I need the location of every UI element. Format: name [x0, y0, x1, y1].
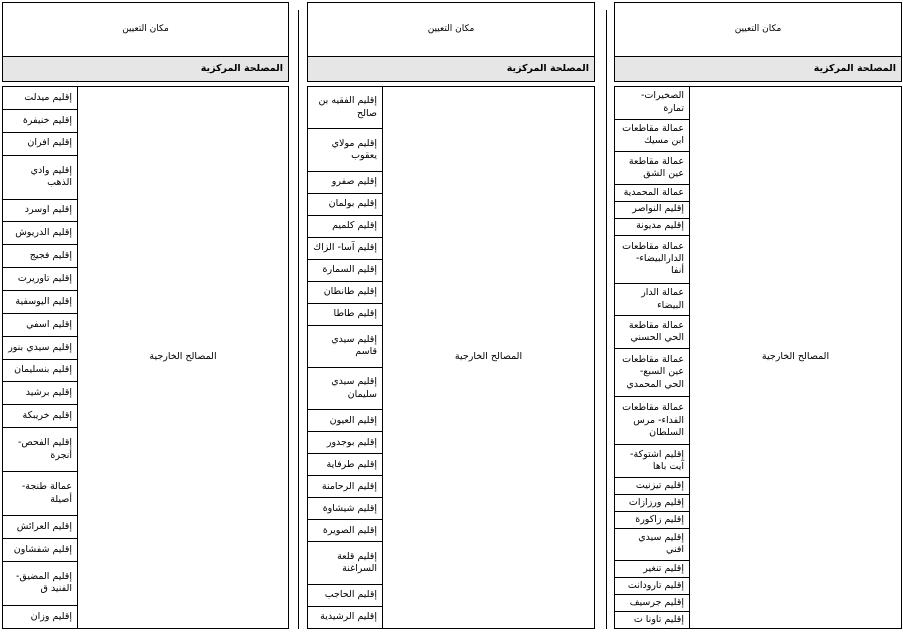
header-location: مكان التعيين	[615, 3, 902, 57]
location-name: إقليم الصويرة	[308, 520, 383, 542]
location-name: عمالة المحمدية	[615, 184, 690, 201]
location-name: إقليم ورزازات	[615, 494, 690, 511]
location-name: إقليم الرشيدية	[308, 606, 383, 628]
location-name: إقليم آسا- الزاك	[308, 237, 383, 259]
location-name: إقليم الفقيه بن صالح	[308, 87, 383, 129]
location-name: إقليم بولمان	[308, 193, 383, 215]
table-row	[615, 87, 902, 120]
central-label: المصلحة المركزية	[308, 57, 595, 82]
location-name: إقليم مولاي يعقوب	[308, 129, 383, 171]
location-name: الصخيرات- تمارة	[615, 87, 690, 120]
location-name: إقليم قلعة السراغنة	[308, 542, 383, 584]
location-name: إقليم بنسليمان	[3, 359, 78, 382]
group-label-external: المصالح الخارجية	[78, 87, 289, 629]
location-name: إقليم وادي الذهب	[3, 155, 78, 199]
location-name: إقليم العيون	[308, 410, 383, 432]
location-name: إقليم العرائش	[3, 516, 78, 539]
header-row	[3, 3, 289, 57]
location-name: إقليم تارودانت	[615, 578, 690, 595]
location-name: إقليم برشيد	[3, 382, 78, 405]
table-row	[308, 87, 595, 129]
location-name: إقليم سيدي افني	[615, 528, 690, 561]
central-label: المصلحة المركزية	[615, 57, 902, 82]
location-name: إقليم تيزنيت	[615, 477, 690, 494]
group-label-external: المصالح الخارجية	[690, 87, 902, 629]
location-name: عمالة مقاطعات الفداء- مرس السلطان	[615, 397, 690, 445]
location-name: عمالة مقاطعات الدارالبيضاء- أنفا	[615, 235, 690, 283]
location-name: إقليم افران	[3, 132, 78, 155]
location-name: عمالة طنجة- أصيلة	[3, 472, 78, 516]
location-name: إقليم وزان	[3, 605, 78, 628]
header-row	[308, 3, 595, 57]
location-name: إقليم اوسرد	[3, 199, 78, 222]
central-row	[3, 57, 289, 82]
location-name: عمالة مقاطعات ابن مسيك	[615, 119, 690, 152]
location-name: عمالة مقاطعات عين السبع- الحي المحمدي	[615, 348, 690, 396]
location-name: إقليم طرفاية	[308, 454, 383, 476]
location-name: عمالة مقاطعة عين الشق	[615, 152, 690, 185]
location-name: إقليم تاوريرت	[3, 268, 78, 291]
location-name: إقليم شيشاوة	[308, 498, 383, 520]
location-name: إقليم طانطان	[308, 281, 383, 303]
location-name: إقليم زاكورة	[615, 511, 690, 528]
location-name: إقليم اسفي	[3, 313, 78, 336]
table-panel-middle	[307, 2, 594, 629]
location-name: إقليم مديونة	[615, 218, 690, 235]
location-name: إقليم اشتوكة- آيت باها	[615, 445, 690, 478]
location-name: إقليم طاطا	[308, 303, 383, 325]
location-name: إقليم الحاجب	[308, 584, 383, 606]
location-name: إقليم الرحامنة	[308, 476, 383, 498]
header-location: مكان التعيين	[3, 3, 289, 57]
location-name: إقليم فجيج	[3, 245, 78, 268]
location-name: إقليم الدريوش	[3, 222, 78, 245]
location-name: إقليم خريبكة	[3, 405, 78, 428]
central-row	[308, 57, 595, 82]
central-label: المصلحة المركزية	[3, 57, 289, 82]
location-name: إقليم شفشاون	[3, 539, 78, 562]
location-name: عمالة الدار البيضاء	[615, 283, 690, 316]
header-row	[615, 3, 902, 57]
location-name: إقليم السمارة	[308, 259, 383, 281]
positions-table	[614, 2, 902, 629]
location-name: إقليم بوجدور	[308, 432, 383, 454]
header-location: مكان التعيين	[308, 3, 595, 57]
group-label-external: المصالح الخارجية	[383, 87, 595, 629]
table-panel-left	[2, 2, 288, 629]
column-separator	[606, 10, 607, 629]
location-name: إقليم تنغير	[615, 561, 690, 578]
location-name: إقليم خنيفرة	[3, 109, 78, 132]
location-name: إقليم صفرو	[308, 171, 383, 193]
location-name: إقليم ميدلت	[3, 87, 78, 110]
positions-table	[2, 2, 289, 629]
location-name: إقليم تاونا ت	[615, 612, 690, 629]
location-name: إقليم النواصر	[615, 201, 690, 218]
table-row	[3, 87, 289, 110]
location-name: إقليم اليوسفية	[3, 291, 78, 314]
location-name: عمالة مقاطعة الحي الحسني	[615, 316, 690, 349]
location-name: إقليم المضيق- الفنيد ق	[3, 561, 78, 605]
location-name: إقليم سيدي بنور	[3, 336, 78, 359]
location-name: إقليم سيدي سليمان	[308, 368, 383, 410]
location-name: إقليم كلميم	[308, 215, 383, 237]
table-panel-right	[614, 2, 901, 629]
column-separator	[298, 10, 299, 629]
location-name: إقليم الفحص- أنجرة	[3, 428, 78, 472]
positions-table	[307, 2, 595, 629]
location-name: إقليم سيدي قاسم	[308, 325, 383, 367]
central-row	[615, 57, 902, 82]
location-name: إقليم جرسيف	[615, 595, 690, 612]
